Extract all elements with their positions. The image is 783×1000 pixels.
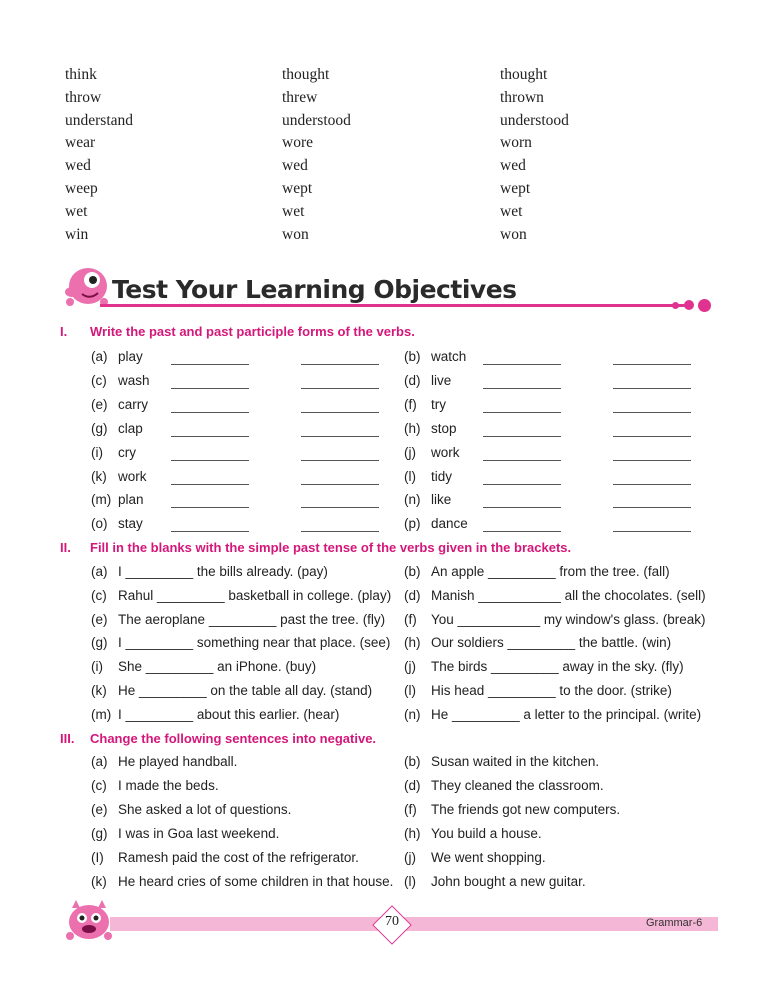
- item-sentence: She _________ an iPhone. (buy): [118, 659, 317, 675]
- item-label: (g): [91, 825, 108, 841]
- past-participle-blank[interactable]: [301, 484, 379, 485]
- list-item: [404, 635, 671, 650]
- item-label: (c): [91, 777, 107, 793]
- item-label: (e): [91, 611, 108, 627]
- list-item: [91, 802, 291, 817]
- banner-divider: [100, 304, 685, 307]
- list-item: [404, 683, 672, 698]
- item-label: (l): [404, 873, 416, 889]
- past-form: thought: [282, 66, 330, 83]
- item-verb: like: [431, 492, 452, 508]
- item-label: (k): [91, 873, 107, 889]
- past-participle-blank[interactable]: [301, 460, 379, 461]
- section-number: II.: [60, 540, 71, 555]
- item-label: (p): [404, 516, 421, 532]
- section-number: III.: [60, 731, 75, 746]
- item-label: (f): [404, 801, 417, 817]
- past-form: wed: [282, 157, 308, 175]
- section-2-heading: [60, 540, 571, 555]
- list-item: [404, 707, 701, 722]
- past-form: won: [282, 225, 309, 243]
- list-item: [91, 349, 143, 364]
- list-item: [91, 659, 316, 674]
- list-item: [91, 445, 136, 460]
- base-form: wet: [65, 202, 88, 220]
- list-item: [404, 516, 468, 531]
- past-participle: wept: [500, 179, 531, 197]
- item-label: (c): [91, 372, 107, 388]
- past-form-blank[interactable]: [483, 484, 561, 485]
- list-item: [91, 874, 393, 889]
- item-sentence: He _________ on the table all day. (stand): [118, 683, 373, 698]
- past-participle-blank[interactable]: [301, 412, 379, 413]
- section-3-heading: [60, 731, 376, 746]
- past-form-blank[interactable]: [483, 364, 561, 365]
- list-item: [404, 421, 457, 436]
- item-sentence: He _________ a letter to the principal. (write): [431, 706, 702, 722]
- table-row: [65, 226, 665, 249]
- item-verb: carry: [118, 396, 148, 412]
- list-item: [91, 564, 328, 579]
- list-item: [91, 373, 150, 388]
- item-verb: tidy: [431, 468, 453, 484]
- item-sentence: John bought a new guitar.: [431, 873, 586, 889]
- list-item: [91, 397, 148, 412]
- item-sentence: You build a house.: [431, 825, 542, 841]
- pink-monster-icon: [62, 262, 112, 310]
- past-form-blank[interactable]: [483, 436, 561, 437]
- item-label: (i): [91, 659, 103, 675]
- item-label: (e): [91, 801, 108, 817]
- item-label: (b): [404, 754, 421, 769]
- item-sentence: Manish ___________ all the chocolates. (sell): [431, 587, 706, 603]
- banner-dot: [684, 300, 694, 310]
- list-item: [91, 850, 359, 865]
- item-verb: play: [118, 349, 143, 364]
- past-participle-blank[interactable]: [301, 531, 379, 532]
- item-label: (j): [404, 659, 416, 675]
- item-verb: clap: [118, 420, 143, 436]
- item-verb: work: [431, 444, 460, 460]
- table-row: [65, 134, 665, 157]
- list-item: [91, 826, 279, 841]
- list-item: [91, 754, 237, 769]
- item-sentence: She asked a lot of questions.: [118, 801, 292, 817]
- page-number: 70: [385, 914, 399, 929]
- past-participle: wed: [500, 157, 526, 175]
- list-item: [91, 492, 144, 507]
- past-participle-blank[interactable]: [301, 364, 379, 365]
- item-label: (j): [404, 444, 416, 460]
- footer-band: [110, 917, 718, 931]
- list-item: [404, 612, 706, 627]
- item-verb: stay: [118, 516, 143, 532]
- list-item: [404, 492, 451, 507]
- past-participle-blank[interactable]: [301, 388, 379, 389]
- past-form-blank[interactable]: [483, 531, 561, 532]
- list-item: [404, 564, 670, 579]
- list-item: [404, 469, 452, 484]
- section-instruction: Change the following sentences into negative.: [90, 731, 377, 746]
- table-row: [65, 157, 665, 180]
- item-sentence: We went shopping.: [431, 849, 546, 865]
- item-sentence: I _________ something near that place. (see): [118, 635, 391, 651]
- item-sentence: I _________ the bills already. (pay): [118, 564, 328, 579]
- past-form-blank[interactable]: [171, 507, 249, 508]
- item-verb: watch: [431, 349, 467, 364]
- item-label: (i): [91, 444, 103, 460]
- past-form-blank[interactable]: [171, 364, 249, 365]
- base-form: win: [65, 225, 89, 243]
- section-instruction: Fill in the blanks with the simple past tense of the verbs given in the brackets.: [90, 540, 572, 555]
- list-item: [404, 874, 586, 889]
- past-participle: understood: [500, 111, 569, 129]
- banner-dot: [672, 302, 679, 309]
- base-form: think: [65, 66, 97, 83]
- banner-dot: [698, 299, 711, 312]
- past-form-blank[interactable]: [483, 388, 561, 389]
- list-item: [404, 349, 466, 364]
- item-verb: cry: [118, 444, 136, 460]
- list-item: [91, 778, 219, 793]
- table-row: [65, 203, 665, 226]
- list-item: [404, 802, 620, 817]
- verb-forms-table: [65, 66, 665, 248]
- item-sentence: Our soldiers _________ the battle. (win): [431, 635, 672, 651]
- item-verb: plan: [118, 492, 144, 508]
- item-sentence: I _________ about this earlier. (hear): [118, 706, 340, 722]
- item-label: (c): [91, 587, 107, 603]
- item-sentence: The friends got new computers.: [431, 801, 621, 817]
- past-form-blank[interactable]: [483, 460, 561, 461]
- list-item: [404, 445, 460, 460]
- past-form-blank[interactable]: [171, 388, 249, 389]
- past-participle: worn: [500, 134, 532, 152]
- past-participle-blank[interactable]: [613, 484, 691, 485]
- item-label: (n): [404, 492, 421, 508]
- past-form: wore: [282, 134, 313, 152]
- item-label: (a): [91, 754, 108, 769]
- past-form: wept: [282, 179, 313, 197]
- item-label: (l): [404, 468, 416, 484]
- table-row: [65, 89, 665, 112]
- item-label: (m): [91, 492, 112, 508]
- item-sentence: He heard cries of some children in that house.: [118, 873, 394, 889]
- past-form-blank[interactable]: [171, 484, 249, 485]
- item-sentence: You ___________ my window's glass. (break): [431, 611, 706, 627]
- past-form: threw: [282, 88, 318, 106]
- item-label: (g): [91, 635, 108, 651]
- item-sentence: I was in Goa last weekend.: [118, 825, 280, 841]
- item-label: (b): [404, 349, 421, 364]
- past-participle-blank[interactable]: [301, 507, 379, 508]
- past-form-blank[interactable]: [483, 412, 561, 413]
- item-verb: try: [431, 396, 446, 412]
- list-item: [91, 421, 143, 436]
- item-label: (a): [91, 564, 108, 579]
- list-item: [404, 826, 542, 841]
- section-1-heading: [60, 324, 415, 339]
- list-item: [91, 635, 390, 650]
- item-label: (o): [91, 516, 108, 532]
- item-sentence: I made the beds.: [118, 777, 219, 793]
- item-verb: wash: [118, 372, 150, 388]
- past-form: understood: [282, 111, 351, 129]
- past-participle: wet: [500, 202, 523, 220]
- base-form: understand: [65, 111, 134, 129]
- list-item: [91, 469, 147, 484]
- item-label: (d): [404, 777, 421, 793]
- list-item: [404, 373, 451, 388]
- item-label: (f): [404, 396, 417, 412]
- item-label: (e): [91, 396, 108, 412]
- item-label: (k): [91, 683, 107, 698]
- section-banner-title: Test Your Learning Objectives: [112, 275, 517, 304]
- list-item: [91, 707, 339, 722]
- list-item: [404, 659, 684, 674]
- item-label: (I): [91, 849, 104, 865]
- item-verb: dance: [431, 516, 468, 532]
- item-sentence: The aeroplane _________ past the tree. (fly): [118, 611, 386, 627]
- past-form-blank[interactable]: [171, 531, 249, 532]
- past-participle-blank[interactable]: [613, 436, 691, 437]
- item-label: (a): [91, 349, 108, 364]
- list-item: [404, 588, 706, 603]
- item-label: (l): [404, 683, 416, 698]
- past-participle-blank[interactable]: [613, 507, 691, 508]
- past-form-blank[interactable]: [483, 507, 561, 508]
- base-form: throw: [65, 88, 102, 106]
- list-item: [404, 397, 446, 412]
- pink-monster-icon: [62, 898, 116, 942]
- item-label: (d): [404, 587, 421, 603]
- list-item: [91, 588, 391, 603]
- item-label: (f): [404, 611, 417, 627]
- list-item: [404, 850, 546, 865]
- table-row: [65, 112, 665, 135]
- past-participle: thrown: [500, 88, 544, 106]
- item-label: (k): [91, 468, 107, 484]
- section-number: I.: [60, 324, 68, 339]
- table-row: [65, 180, 665, 203]
- book-title: Grammar-6: [646, 917, 703, 929]
- past-participle-blank[interactable]: [301, 436, 379, 437]
- item-label: (h): [404, 825, 421, 841]
- item-label: (h): [404, 420, 421, 436]
- past-participle-blank[interactable]: [613, 364, 691, 365]
- item-verb: work: [118, 468, 147, 484]
- past-participle: thought: [500, 66, 548, 83]
- item-sentence: The birds _________ away in the sky. (fly): [431, 659, 684, 675]
- base-form: wed: [65, 157, 91, 175]
- past-form-blank[interactable]: [171, 412, 249, 413]
- list-item: [404, 778, 604, 793]
- item-label: (n): [404, 706, 421, 722]
- table-row: [65, 66, 665, 89]
- past-form: wet: [282, 202, 305, 220]
- list-item: [404, 754, 599, 769]
- past-participle-blank[interactable]: [613, 531, 691, 532]
- item-label: (m): [91, 706, 112, 722]
- item-label: (j): [404, 849, 416, 865]
- item-sentence: Susan waited in the kitchen.: [431, 754, 600, 769]
- past-participle-blank[interactable]: [613, 460, 691, 461]
- item-sentence: Ramesh paid the cost of the refrigerator.: [118, 849, 359, 865]
- base-form: wear: [65, 134, 96, 152]
- base-form: weep: [65, 179, 98, 197]
- list-item: [91, 516, 143, 531]
- item-verb: live: [431, 372, 452, 388]
- item-label: (g): [91, 420, 108, 436]
- past-form-blank[interactable]: [171, 436, 249, 437]
- item-sentence: He played handball.: [118, 754, 238, 769]
- past-form-blank[interactable]: [171, 460, 249, 461]
- past-participle-blank[interactable]: [613, 412, 691, 413]
- item-sentence: They cleaned the classroom.: [431, 777, 604, 793]
- list-item: [91, 683, 372, 698]
- item-sentence: Rahul _________ basketball in college. (play): [118, 587, 392, 603]
- list-item: [91, 612, 385, 627]
- section-instruction: Write the past and past participle forms of the verbs.: [90, 324, 415, 339]
- item-label: (h): [404, 635, 421, 651]
- item-label: (d): [404, 372, 421, 388]
- item-verb: stop: [431, 420, 457, 436]
- past-participle-blank[interactable]: [613, 388, 691, 389]
- item-label: (b): [404, 564, 421, 579]
- past-participle: won: [500, 225, 527, 243]
- item-sentence: His head _________ to the door. (strike): [431, 683, 672, 698]
- item-sentence: An apple _________ from the tree. (fall): [431, 564, 670, 579]
